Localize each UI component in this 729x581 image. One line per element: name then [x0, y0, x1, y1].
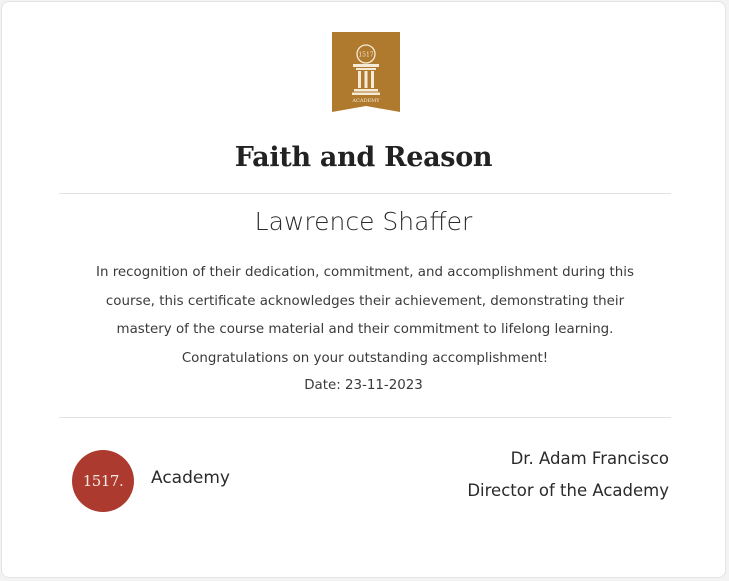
organization-name: Academy [151, 468, 230, 488]
academy-logo [72, 450, 134, 512]
course-title: Faith and Reason [234, 142, 493, 173]
statement-line: mastery of the course material and their commitment to lifelong learning. [116, 322, 614, 338]
academy-logo-text: 1517. [82, 472, 124, 490]
statement-line: In recognition of their dedication, commitment, and accomplishment during this [96, 265, 634, 280]
statement-line: course, this certificate acknowledges their achievement, demonstrating their [105, 293, 625, 309]
certificate-statement [62, 259, 668, 374]
academy-emblem-icon [332, 32, 400, 114]
emblem-label-text: ACADEMY [352, 98, 380, 104]
certificate-card [1, 1, 726, 578]
signer-name: Dr. Adam Francisco [510, 449, 669, 468]
issue-date: Date: 23-11-2023 [304, 378, 423, 393]
top-divider [59, 193, 671, 194]
signature-block [467, 443, 669, 507]
bottom-divider [59, 417, 671, 418]
emblem-year-text: 1517 [358, 51, 374, 59]
statement-line: Congratulations on your outstanding accomplishment! [181, 351, 549, 367]
signer-title: Director of the Academy [467, 481, 669, 500]
recipient-name: Lawrence Shaffer [254, 207, 473, 236]
